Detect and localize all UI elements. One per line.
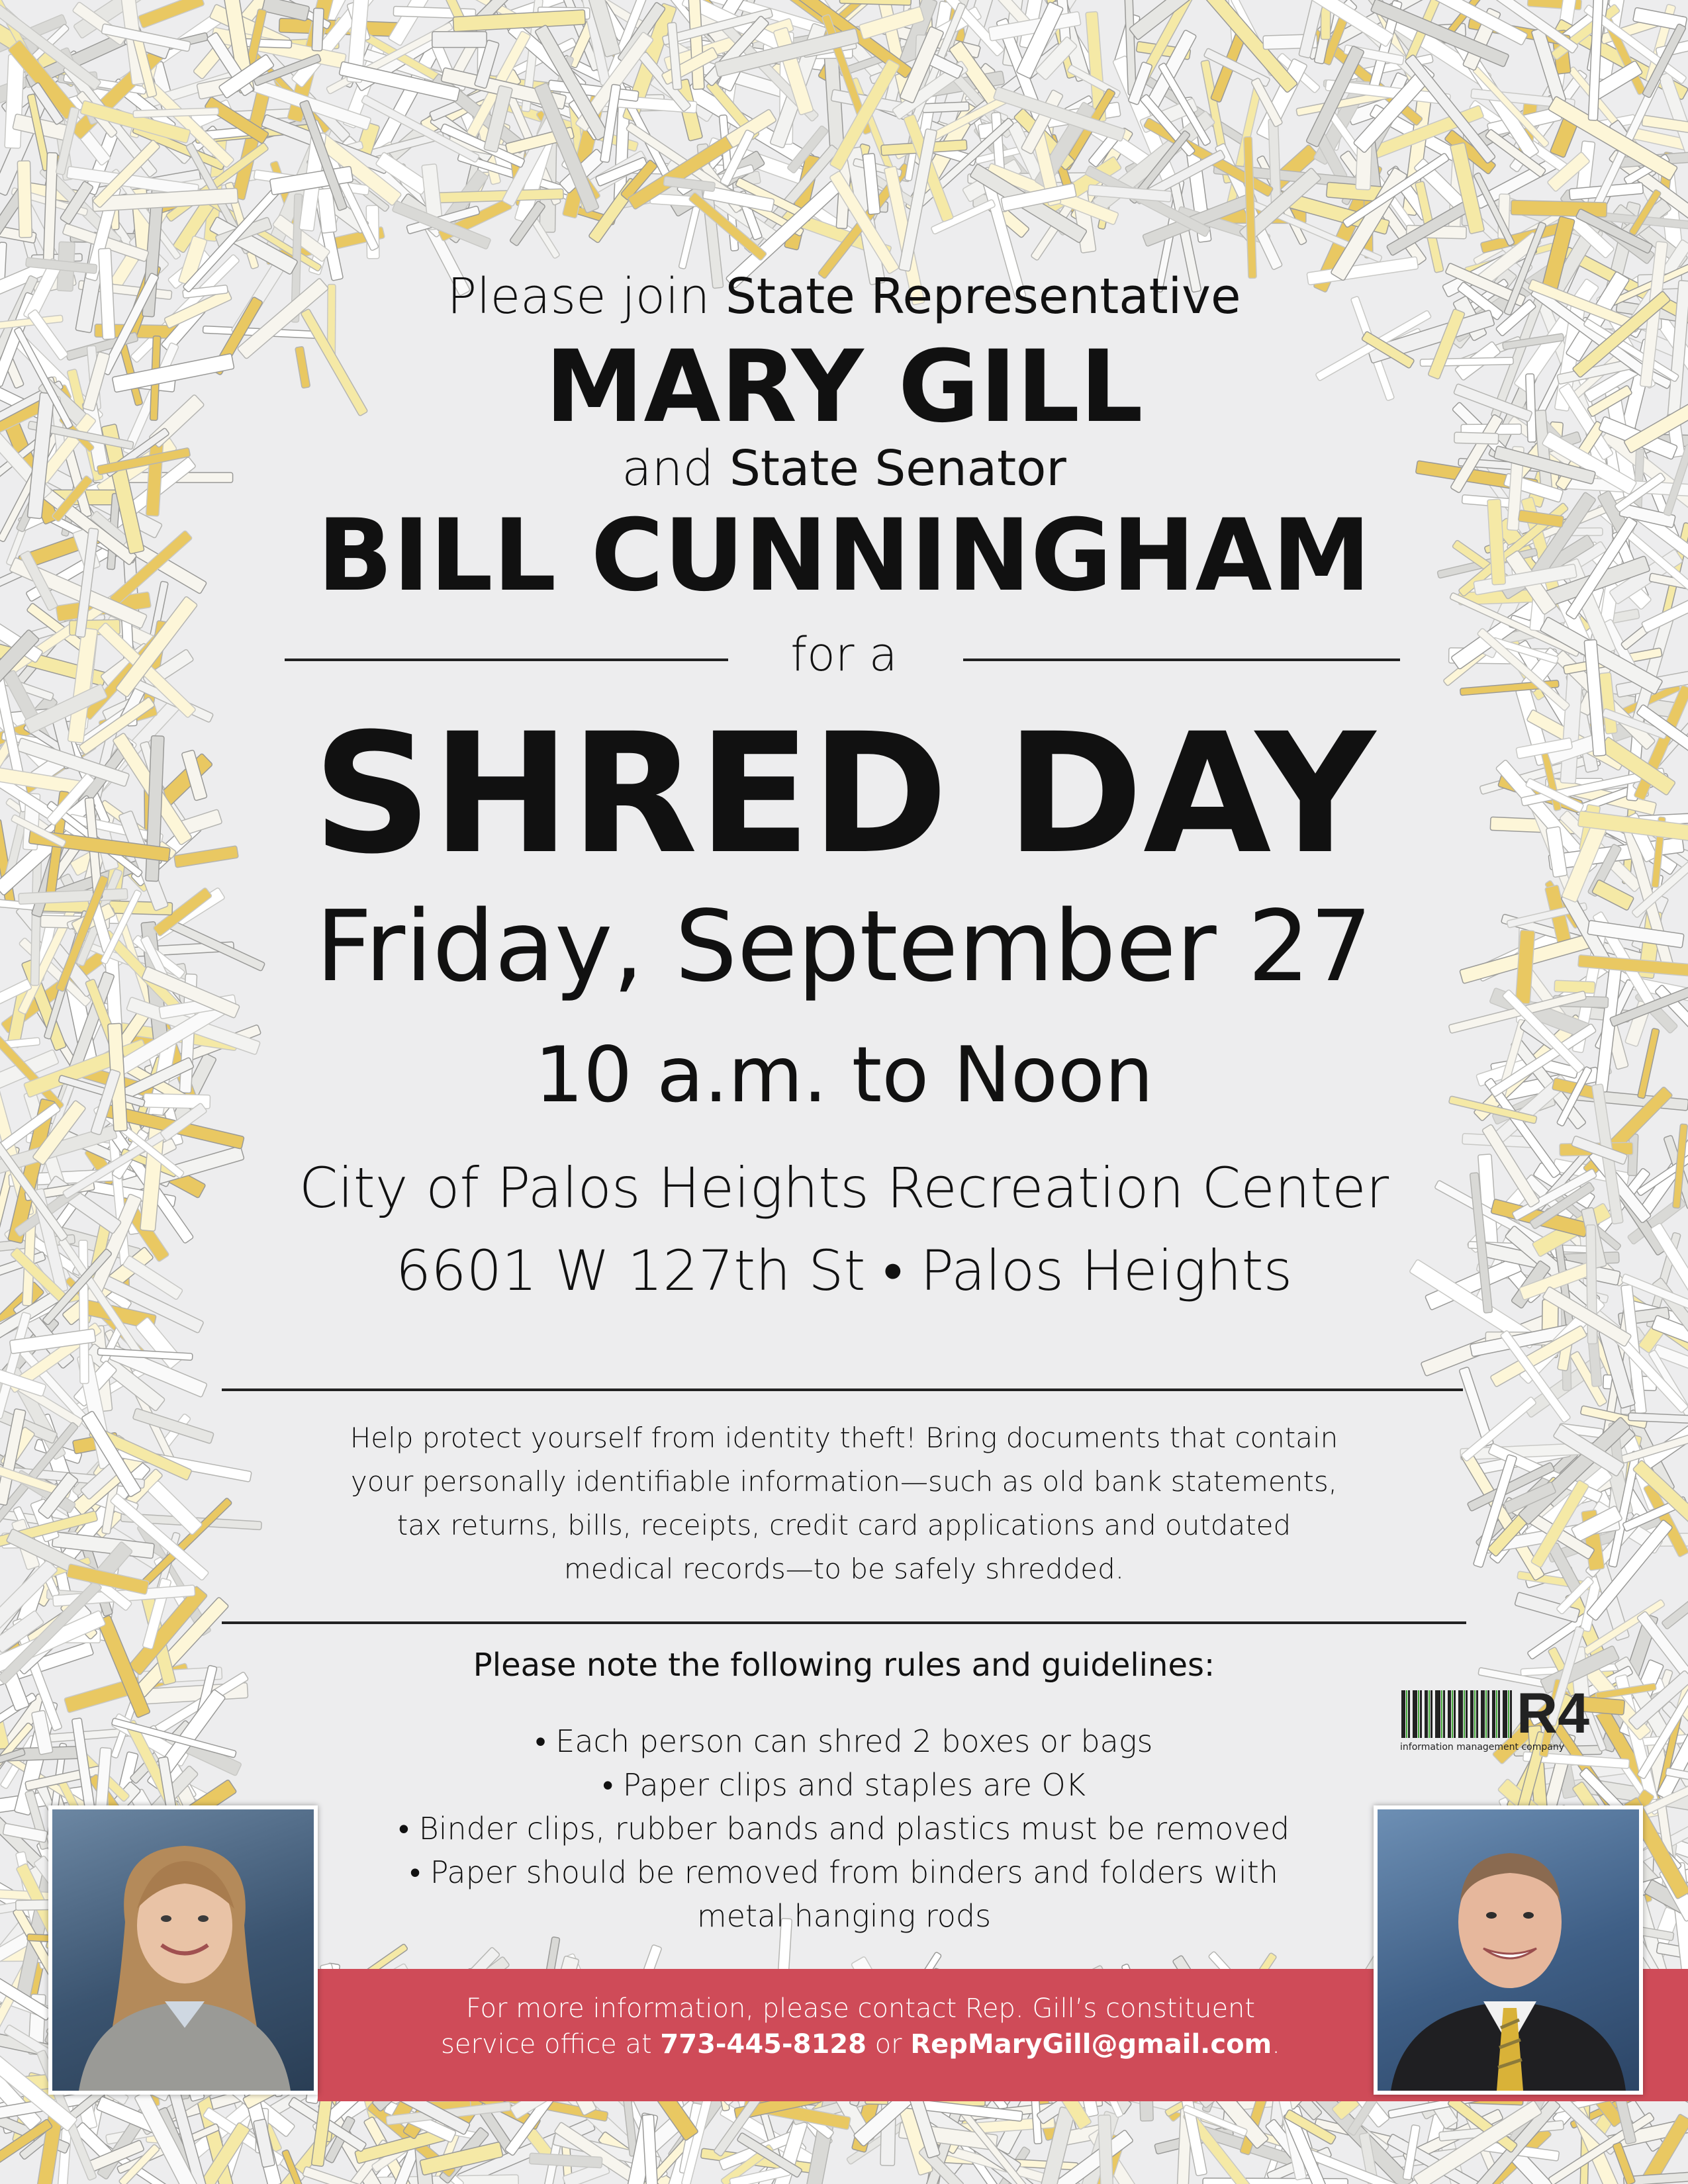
representative-name: MARY GILL <box>545 330 1143 445</box>
intro-line-2: and State Senator <box>622 440 1066 497</box>
for-a-text: for a <box>790 627 898 682</box>
man-portrait-icon <box>1378 1809 1639 2091</box>
senator-name: BILL CUNNINGHAM <box>317 498 1371 614</box>
event-title: SHRED DAY <box>312 698 1376 890</box>
woman-portrait-icon <box>52 1809 314 2091</box>
list-item: metal hanging rods <box>696 1898 992 1934</box>
event-date: Friday, September 27 <box>315 889 1373 1003</box>
senator-photo <box>1374 1805 1643 2095</box>
contact-text: For more information, please contact Rep. Gill’s constituent service office at 773-445-8128 or RepMaryGill@gmail.com. <box>441 1993 1280 2060</box>
list-item: • Binder clips, rubber bands and plastics must be removed <box>398 1811 1290 1846</box>
representative-photo <box>48 1805 318 2095</box>
list-item: • Paper should be removed from binders and folders with <box>410 1854 1278 1890</box>
logo-mark: R4 <box>1517 1682 1589 1745</box>
event-address: 6601 W 127th St • Palos Heights <box>395 1238 1293 1303</box>
contact-phone[interactable]: 773-445-8128 <box>660 2029 867 2060</box>
logo-tagline: information management company <box>1400 1742 1565 1752</box>
sponsor-logo <box>1400 1682 1618 1762</box>
intro-line-1: Please join State Representative <box>447 268 1241 325</box>
event-venue: City of Palos Heights Recreation Center <box>299 1156 1389 1220</box>
description: Help protect yourself from identity theft! Bring documents that contain your personally identifiable information—such as old bank statements, tax returns, bills, receipts, credit card applications and outdated medical records—to be safely shredded. <box>350 1422 1338 1585</box>
event-time: 10 a.m. to Noon <box>534 1030 1154 1120</box>
divider-right <box>963 659 1400 661</box>
rules-heading: Please note the following rules and guidelines: <box>473 1647 1215 1684</box>
list-item: • Each person can shred 2 boxes or bags <box>535 1723 1153 1759</box>
list-item: • Paper clips and staples are OK <box>602 1767 1086 1803</box>
contact-email[interactable]: RepMaryGill@gmail.com <box>910 2029 1272 2060</box>
divider-top <box>222 1388 1463 1391</box>
divider-bottom <box>222 1621 1466 1624</box>
